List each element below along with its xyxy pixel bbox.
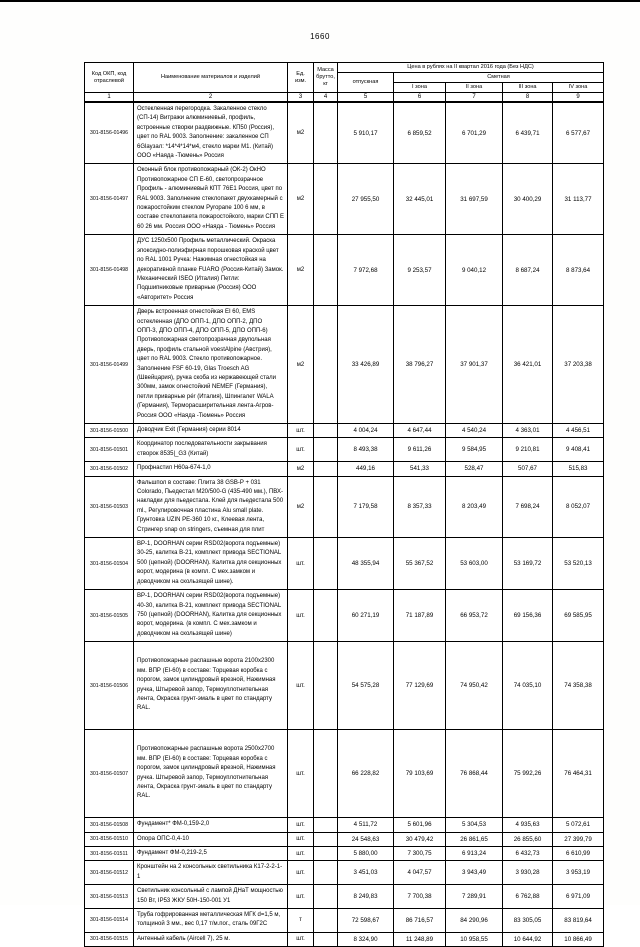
cell-price-1: 8 357,33 [394, 476, 446, 537]
cell-price-4: 31 113,77 [553, 164, 604, 235]
cell-unit: м2 [288, 476, 314, 537]
header-zone-1: I зона [394, 83, 446, 93]
cell-unit: м2 [288, 306, 314, 424]
cell-mass [314, 164, 338, 235]
cell-okp-code: 301-8156-01499 [85, 306, 134, 424]
cell-mass [314, 832, 338, 846]
cell-mass [314, 462, 338, 476]
table-row [85, 590, 604, 642]
col-number: 5 [338, 93, 394, 103]
cell-price-1: 9 611,26 [394, 438, 446, 462]
page-number: 1660 [310, 32, 330, 41]
cell-price-0: 54 575,28 [338, 642, 394, 730]
col-number: 9 [553, 93, 604, 103]
cell-mass [314, 861, 338, 885]
cell-mass [314, 102, 338, 164]
cell-price-1: 6 859,52 [394, 102, 446, 164]
table-row [85, 932, 604, 946]
cell-material-name: Опора ОПС-0,4-10 [134, 832, 288, 846]
cell-mass [314, 908, 338, 932]
cell-price-1: 71 187,89 [394, 590, 446, 642]
header-zone-2: II зона [446, 83, 503, 93]
cell-okp-code: 301-8156-01505 [85, 590, 134, 642]
cell-mass [314, 476, 338, 537]
cell-price-0: 8 249,83 [338, 885, 394, 909]
cell-material-name: Доводчик Exit (Германия) серии 8014 [134, 424, 288, 438]
cell-price-2: 10 958,55 [446, 932, 503, 946]
table-row [85, 306, 604, 424]
cell-price-0: 7 179,58 [338, 476, 394, 537]
cell-material-name: ВР-1, DOORHAN серии RSD02(ворота подъемные) 30-25, калитка В-21, комплект привода SECTIONAL 500 (цепной) (DOORHAN). Калитка для секционных ворот, модерина (в компл. С мех.замком и доводчиком на скользящей шине). [134, 538, 288, 590]
cell-price-4: 6 610,99 [553, 846, 604, 860]
cell-okp-code: 301-8156-01506 [85, 642, 134, 730]
cell-price-2: 31 697,59 [446, 164, 503, 235]
cell-price-1: 55 367,52 [394, 538, 446, 590]
cell-price-2: 9 040,12 [446, 235, 503, 306]
cell-price-3: 6 439,71 [503, 102, 553, 164]
cell-price-4: 10 866,49 [553, 932, 604, 946]
cell-price-3: 36 421,01 [503, 306, 553, 424]
cell-price-2: 53 603,00 [446, 538, 503, 590]
cell-price-3: 6 762,88 [503, 885, 553, 909]
cell-unit: шт. [288, 885, 314, 909]
table-row [85, 861, 604, 885]
cell-price-4: 8 052,07 [553, 476, 604, 537]
cell-price-0: 48 355,94 [338, 538, 394, 590]
table-row [85, 818, 604, 832]
header-otpusknaya: отпускная [338, 73, 394, 93]
table-row [85, 102, 604, 164]
cell-okp-code: 301-8156-01507 [85, 730, 134, 818]
col-number: 1 [85, 93, 134, 103]
cell-price-2: 6 701,29 [446, 102, 503, 164]
cell-unit: м2 [288, 235, 314, 306]
cell-mass [314, 642, 338, 730]
cell-unit: шт. [288, 590, 314, 642]
cell-price-4: 9 408,41 [553, 438, 604, 462]
cell-price-0: 27 955,50 [338, 164, 394, 235]
cell-unit: шт. [288, 538, 314, 590]
cell-mass [314, 538, 338, 590]
cell-price-0: 449,16 [338, 462, 394, 476]
cell-unit: т [288, 908, 314, 932]
cell-price-4: 6 971,09 [553, 885, 604, 909]
cell-unit: шт. [288, 730, 314, 818]
cell-price-4: 5 072,61 [553, 818, 604, 832]
cell-okp-code: 301-8156-01501 [85, 438, 134, 462]
cell-price-2: 37 901,37 [446, 306, 503, 424]
cell-price-0: 24 548,63 [338, 832, 394, 846]
cell-price-2: 4 540,24 [446, 424, 503, 438]
cell-material-name: Кронштейн на 2 консольных светильника К17-2-2-1-1 [134, 861, 288, 885]
cell-price-0: 4 004,24 [338, 424, 394, 438]
cell-price-1: 4 647,44 [394, 424, 446, 438]
cell-price-3: 53 169,72 [503, 538, 553, 590]
cell-price-0: 4 511,72 [338, 818, 394, 832]
cell-price-4: 515,83 [553, 462, 604, 476]
cell-price-3: 7 698,24 [503, 476, 553, 537]
cell-okp-code: 301-8156-01511 [85, 846, 134, 860]
cell-price-0: 66 228,82 [338, 730, 394, 818]
cell-price-2: 7 289,91 [446, 885, 503, 909]
col-number: 3 [288, 93, 314, 103]
cell-price-3: 6 432,73 [503, 846, 553, 860]
cell-price-1: 79 103,69 [394, 730, 446, 818]
cell-price-1: 38 796,27 [394, 306, 446, 424]
cell-mass [314, 424, 338, 438]
table-row [85, 730, 604, 818]
cell-okp-code: 301-8156-01496 [85, 102, 134, 164]
cell-material-name: Координатор последовательности закрывания створок 8535|_G3 (Китай) [134, 438, 288, 462]
cell-mass [314, 730, 338, 818]
cell-mass [314, 306, 338, 424]
cell-price-1: 7 700,38 [394, 885, 446, 909]
cell-material-name: Оконный блок противопожарный (ОК-2) ОкНО Противопожарное СП Е-60, светопрозрачное Профиль - алюминиевый КПТ 76Е1 Россия, цвет по RAL 9003. Заполнение стеклопакет двухкамерный с пожаростойким стеклом Pyropane 100 6 мм, в составе стеклопакета пожаростойкого, марки СПП Е 60 26 мм. Россия ООО «Наяда - Тюмень» Россия [134, 164, 288, 235]
header-zone-3: III зона [503, 83, 553, 93]
cell-material-name: Фундамент ФМ-0,219-2,5 [134, 846, 288, 860]
cell-okp-code: 301-8156-01504 [85, 538, 134, 590]
col-number: 8 [503, 93, 553, 103]
cell-okp-code: 301-8156-01497 [85, 164, 134, 235]
cell-price-3: 26 855,60 [503, 832, 553, 846]
cell-price-0: 33 426,89 [338, 306, 394, 424]
cell-price-4: 6 577,67 [553, 102, 604, 164]
cell-unit: м2 [288, 164, 314, 235]
cell-price-1: 30 479,42 [394, 832, 446, 846]
cell-unit: м2 [288, 102, 314, 164]
cell-price-1: 4 047,57 [394, 861, 446, 885]
scan-edge-artifact [0, 0, 640, 2]
col-number: 6 [394, 93, 446, 103]
header-smetnaya: Сметная [394, 73, 604, 83]
cell-price-0: 3 451,03 [338, 861, 394, 885]
cell-material-name: Фальшпол в составе: Плита 38 GSB-P + 031 Colorado, Пьедестал М20/500-G (435-490 мм.), ПВХ-накладки для пьедестала. Клей для пьедестала 500 ml., Регулировочная пластина Alu small plate. Грунтовка UZIN PE-360 10 кг., Клеевая лента, Стрингер snap on stringers, съемная для плит [134, 476, 288, 537]
cell-price-3: 4 363,01 [503, 424, 553, 438]
cell-price-4: 37 203,38 [553, 306, 604, 424]
cell-price-1: 7 300,75 [394, 846, 446, 860]
cell-okp-code: 301-8156-01513 [85, 885, 134, 909]
cell-material-name: Остекленная перегородка. Закаленное стекло (СП-14) Витражи алюминиевый, профиль, встроенные створки раздвижные. КП50 (Россия), цвет по RAL 9003. Заполнение: закаленное СП 6Glaузал: *14*4*14*м4, стекло марки М1. (Китай) ООО «Наяда -Тюмень» Россия [134, 102, 288, 164]
col-number: 2 [134, 93, 288, 103]
cell-mass [314, 235, 338, 306]
cell-price-3: 30 400,29 [503, 164, 553, 235]
cell-material-name: Труба гофрированная металлическая МГК d=1,5 м, толщиной 3 мм., вес 0,17 т/м.пог., сталь 09Г2С [134, 908, 288, 932]
cell-unit: шт. [288, 424, 314, 438]
table-row [85, 642, 604, 730]
header-code: Код ОКП, код отраслевой [85, 63, 134, 93]
cell-price-4: 8 873,64 [553, 235, 604, 306]
cell-unit: м2 [288, 462, 314, 476]
cell-price-3: 4 935,63 [503, 818, 553, 832]
cell-price-2: 5 304,53 [446, 818, 503, 832]
cell-material-name: Фундамент* ФМ-0,159-2,0 [134, 818, 288, 832]
cell-mass [314, 932, 338, 946]
cell-okp-code: 301-8156-01502 [85, 462, 134, 476]
col-number: 4 [314, 93, 338, 103]
cell-price-2: 9 584,95 [446, 438, 503, 462]
cell-material-name: ДУС 1250х500 Профиль металлический. Окраска эпоксидно-полиэфирная порошковая краской цвет по RAL 1001 Ручка: Нажимная огнестойкая на декоративной планке FUARO (Россия-Китай) Замок. Механический ISEO (Италия) Петли: Подшипниковые приварные (Россия) ООО «Авторитет» Россия [134, 235, 288, 306]
cell-unit: шт. [288, 438, 314, 462]
table-row [85, 164, 604, 235]
cell-okp-code: 301-8156-01512 [85, 861, 134, 885]
cell-price-4: 4 456,51 [553, 424, 604, 438]
cell-price-3: 8 687,24 [503, 235, 553, 306]
cell-okp-code: 301-8156-01508 [85, 818, 134, 832]
cell-price-1: 5 601,96 [394, 818, 446, 832]
cell-price-4: 27 399,79 [553, 832, 604, 846]
cell-price-3: 10 644,92 [503, 932, 553, 946]
table-row [85, 476, 604, 537]
cell-price-1: 9 253,57 [394, 235, 446, 306]
cell-mass [314, 846, 338, 860]
table-body [85, 102, 604, 947]
cell-material-name: ВР-1, DOORHAN серии RSD02(ворота подъемные) 40-30, калитка В-21, комплект привода SECTIONAL 750 (цепной) (DOORHAN), Калитка для секционных ворот, модерина. (в компл. С мех.замком и доводчиком на скользящей шине) [134, 590, 288, 642]
cell-price-0: 60 271,19 [338, 590, 394, 642]
cell-unit: шт. [288, 832, 314, 846]
table-row [85, 832, 604, 846]
cell-price-2: 84 290,96 [446, 908, 503, 932]
cell-price-0: 72 598,67 [338, 908, 394, 932]
col-number: 7 [446, 93, 503, 103]
header-zone-4: IV зона [553, 83, 604, 93]
cell-price-3: 75 992,26 [503, 730, 553, 818]
cell-price-3: 74 035,10 [503, 642, 553, 730]
cell-okp-code: 301-8156-01503 [85, 476, 134, 537]
cell-okp-code: 301-8156-01500 [85, 424, 134, 438]
cell-material-name: Антенный кабель (Aircell 7), 25 м. [134, 932, 288, 946]
cell-unit: шт. [288, 861, 314, 885]
cell-price-2: 528,47 [446, 462, 503, 476]
cell-price-0: 7 972,68 [338, 235, 394, 306]
cell-material-name: Противопожарные распашные ворота 2100х2300 мм. ВПР (ЕI-60) в составе: Торцевая коробка с порогом, замок цилиндровый врезной, Нажимная ручка, Штыревой запор, Термоуплотнительная лента, Окраска грунт-эмаль в цвет по стандарту RAL. [134, 642, 288, 730]
cell-mass [314, 818, 338, 832]
cell-price-4: 3 953,19 [553, 861, 604, 885]
cell-mass [314, 438, 338, 462]
cell-price-2: 74 950,42 [446, 642, 503, 730]
header-mass: Масса брутто, кг [314, 63, 338, 93]
cell-price-4: 76 464,31 [553, 730, 604, 818]
cell-price-4: 83 819,64 [553, 908, 604, 932]
table-row [85, 438, 604, 462]
cell-price-1: 32 445,01 [394, 164, 446, 235]
table-row [85, 235, 604, 306]
cell-price-0: 5 880,00 [338, 846, 394, 860]
cell-price-3: 9 210,81 [503, 438, 553, 462]
cell-price-1: 541,33 [394, 462, 446, 476]
cell-price-3: 3 930,28 [503, 861, 553, 885]
cell-price-3: 69 156,36 [503, 590, 553, 642]
cell-price-2: 26 861,65 [446, 832, 503, 846]
cell-price-2: 66 953,72 [446, 590, 503, 642]
cell-okp-code: 301-8156-01510 [85, 832, 134, 846]
cell-unit: шт. [288, 846, 314, 860]
cell-price-1: 77 129,69 [394, 642, 446, 730]
cell-mass [314, 590, 338, 642]
cell-price-1: 11 248,89 [394, 932, 446, 946]
cell-price-0: 8 324,90 [338, 932, 394, 946]
cell-price-0: 5 910,17 [338, 102, 394, 164]
table-row [85, 462, 604, 476]
cell-material-name: Противопожарные распашные ворота 2500х2700 мм. ВПР (ЕI-60) в составе: Торцевая коробка с порогом, замок цилиндровый врезной, Нажимная ручка. Штыревой запор, Термоуплотнительная лента, Окраска грунт-эмаль в цвет по стандарту RAL. [134, 730, 288, 818]
header-price-group: Цена в рублях на II квартал 2016 года (Без НДС) [338, 63, 604, 73]
table-row [85, 424, 604, 438]
cell-price-4: 74 358,38 [553, 642, 604, 730]
table-row [85, 908, 604, 932]
cell-okp-code: 301-8156-01515 [85, 932, 134, 946]
cell-material-name: Дверь встроенная огнестойкая EI 60, EMS остекленная (ДПО ОПП-1, ДПО ОПП-2, ДПО ОПП-3, ДПО ОПП-4, ДПО ОПП-5, ДПО ОПП-6) Противопожарная светопрозрачная двупольная дверь, профиль стальной voestAlpine (Австрия), цвет по RAL 9003. Стекло противопожарное. Заполнение FSF 60-19, Glas Troesch AG (Швейцария), ручка скоба из нержавеющей стали 300мм, замок огнестойкий NEMEF (Германия), петли приварные pér (Италия), Шпингалет WALA (Германия), Терморасширительная лента-Агров-Россия ООО «Наяда -Тюмень» Россия [134, 306, 288, 424]
cell-price-2: 3 943,49 [446, 861, 503, 885]
cell-price-3: 507,67 [503, 462, 553, 476]
cell-price-4: 69 585,95 [553, 590, 604, 642]
cell-price-3: 83 305,05 [503, 908, 553, 932]
header-name: Наименование материалов и изделий [134, 63, 288, 93]
cell-price-2: 6 913,24 [446, 846, 503, 860]
table-header [85, 63, 604, 103]
cell-okp-code: 301-8156-01514 [85, 908, 134, 932]
header-unit: Ед. изм. [288, 63, 314, 93]
cell-price-0: 8 493,38 [338, 438, 394, 462]
cell-okp-code: 301-8156-01498 [85, 235, 134, 306]
cell-price-2: 76 868,44 [446, 730, 503, 818]
cell-material-name: Светильник консольный с лампой ДНаТ мощностью 150 Вт, IP53 ЖКУ 50Н-150-001 У1 [134, 885, 288, 909]
cell-material-name: Профнастил Н60а-674-1,0 [134, 462, 288, 476]
table-row [85, 538, 604, 590]
cell-unit: шт. [288, 932, 314, 946]
table-row [85, 846, 604, 860]
price-table [84, 62, 604, 947]
cell-price-4: 53 520,13 [553, 538, 604, 590]
cell-price-2: 8 203,49 [446, 476, 503, 537]
cell-unit: шт. [288, 818, 314, 832]
cell-price-1: 86 716,57 [394, 908, 446, 932]
cell-unit: шт. [288, 642, 314, 730]
